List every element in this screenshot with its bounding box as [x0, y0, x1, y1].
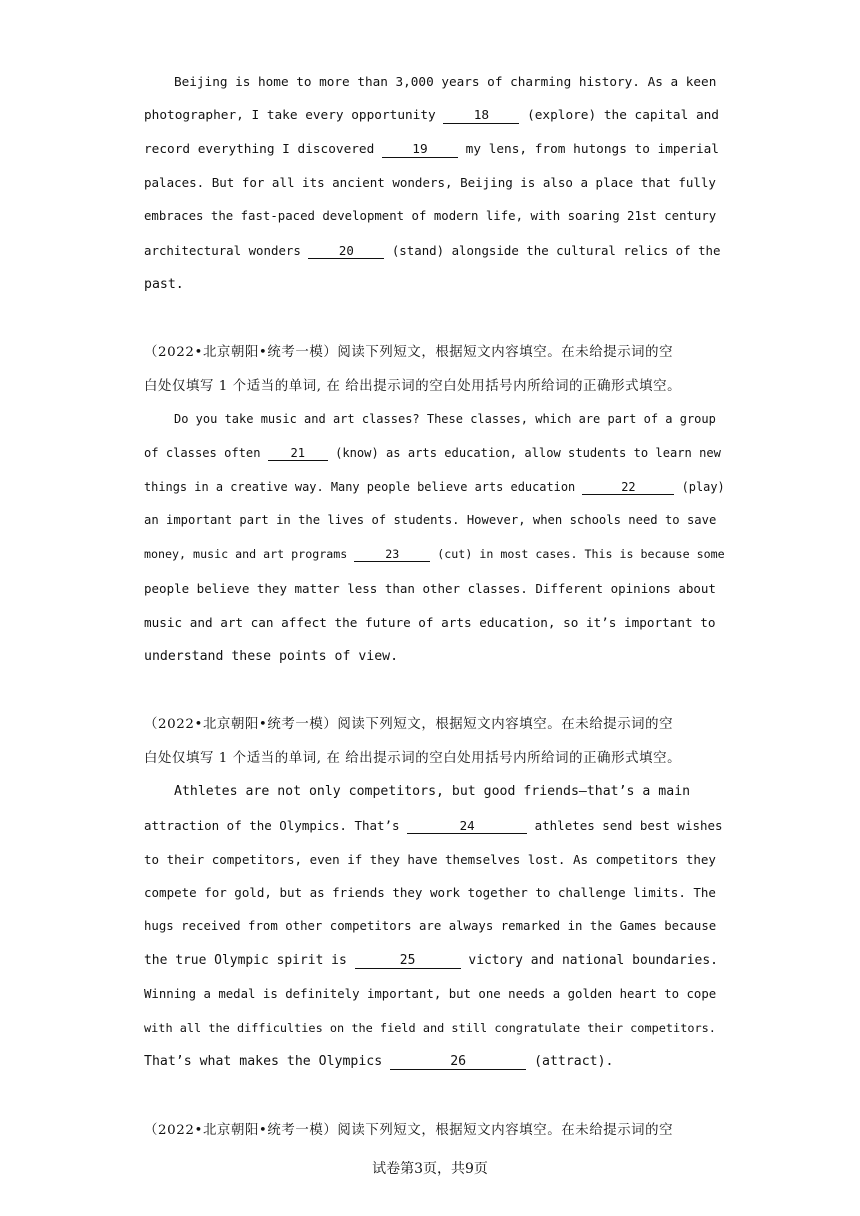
text-line [144, 538, 725, 572]
blank-18[interactable]: 18 [443, 109, 519, 124]
text-line [144, 133, 719, 167]
text-fragment: money, music and art programs [144, 547, 348, 562]
blank-25[interactable]: 25 [355, 954, 461, 969]
question-header [144, 336, 716, 404]
text-line: compete for gold, but as friends they work together to challenge limits. The [144, 885, 716, 901]
blank-23[interactable]: 23 [354, 547, 430, 562]
blank-19[interactable]: 19 [382, 143, 458, 158]
text-fragment: record everything I discovered [144, 141, 375, 157]
text-line: Athletes are not only competitors, but good friends—that’s a main [174, 784, 691, 799]
header-line: 白处仅填写 1 个适当的单词, 在 给出提示词的空白处用括号内所给词的正确形式填空。 [144, 750, 682, 766]
text-fragment: athletes send best wishes [534, 817, 723, 833]
blank-21[interactable]: 21 [268, 446, 328, 461]
text-fragment: photographer, I take every opportunity [144, 107, 436, 123]
text-line: embraces the fast-paced development of modern life, with soaring 21st century [144, 209, 717, 224]
text-fragment: my lens, from hutongs to imperial [465, 141, 719, 157]
text-line [144, 437, 721, 471]
text-fragment: attraction of the Olympics. That’s [144, 817, 400, 833]
header-line: （2022•北京朝阳•统考一模）阅读下列短文，根据短文内容填空。在未给提示词的空 [144, 717, 674, 732]
text-fragment: architectural wonders [144, 242, 301, 258]
question-header [144, 708, 716, 776]
blank-24[interactable]: 24 [407, 819, 527, 834]
text-fragment: That’s what makes the Olympics [144, 1054, 383, 1070]
text-line [144, 234, 721, 268]
text-line: hugs received from other competitors are always remarked in the Games because [144, 919, 717, 934]
text-fragment: (play) [681, 479, 725, 494]
passage-arts-education [144, 403, 725, 673]
text-line [144, 1045, 716, 1079]
page-footer: 试卷第3页，共9页 [372, 1161, 488, 1177]
header-line: 白处仅填写 1 个适当的单词, 在 给出提示词的空白处用括号内所给词的正确形式填空。 [144, 378, 682, 394]
text-line [144, 944, 716, 978]
text-line: people believe they matter less than other classes. Different opinions about [144, 580, 716, 596]
text-line [144, 99, 719, 133]
text-fragment: the true Olympic spirit is [144, 952, 347, 968]
text-line: Beijing is home to more than 3,000 years of charming history. As a keen [174, 74, 717, 89]
question-header [144, 1114, 716, 1148]
text-line: with all the difficulties on the field and still congratulate their competitors. [144, 1020, 716, 1035]
text-line: Do you take music and art classes? These classes, which are part of a group [174, 412, 716, 426]
text-fragment: (know) as arts education, allow students to learn new [335, 445, 721, 460]
text-fragment: things in a creative way. Many people believe arts education [144, 479, 576, 494]
text-line: an important part in the lives of students. However, when schools need to save [144, 513, 717, 528]
text-fragment: of classes often [144, 445, 261, 460]
text-line: Winning a medal is definitely important, but one needs a golden heart to cope [144, 986, 717, 1001]
text-fragment: victory and national boundaries. [468, 952, 718, 968]
text-fragment: (cut) in most cases. This is because some [437, 547, 725, 562]
text-line: music and art can affect the future of arts education, so it’s important to [144, 614, 716, 630]
text-line: palaces. But for all its ancient wonders, Beijing is also a place that fully [144, 175, 716, 191]
blank-22[interactable]: 22 [582, 480, 674, 495]
text-line [144, 809, 723, 843]
text-fragment: (explore) the capital and [527, 107, 719, 123]
header-line: （2022•北京朝阳•统考一模）阅读下列短文，根据短文内容填空。在未给提示词的空 [144, 345, 674, 360]
text-fragment: (stand) alongside the cultural relics of the [391, 242, 721, 258]
blank-20[interactable]: 20 [308, 244, 384, 259]
passage-olympics [144, 775, 723, 1079]
text-line: past. [144, 276, 184, 292]
text-line: understand these points of view. [144, 648, 399, 664]
header-line: （2022•北京朝阳•统考一模）阅读下列短文，根据短文内容填空。在未给提示词的空 [144, 1123, 674, 1138]
text-fragment: (attract). [534, 1054, 614, 1070]
text-line [144, 471, 725, 505]
text-line: to their competitors, even if they have themselves lost. As competitors they [144, 851, 716, 867]
passage-beijing [144, 65, 721, 302]
blank-26[interactable]: 26 [390, 1055, 526, 1070]
